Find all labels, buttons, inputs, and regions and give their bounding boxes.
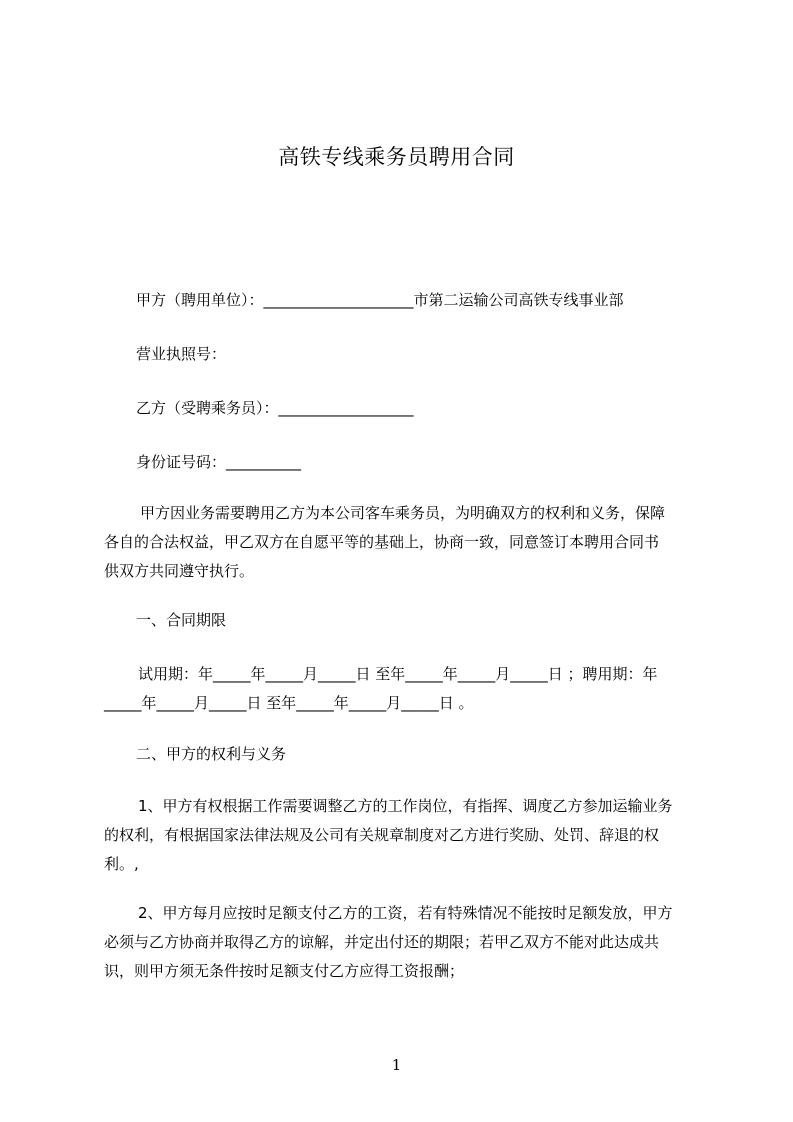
party-a-line: 甲方（聘用单位）：____________________市第二运输公司高铁专线事业部 <box>136 291 624 309</box>
id-number-line: 身份证号码：__________ <box>136 453 302 471</box>
clause-line: 1、甲方有权根据工作需要调整乙方的工作岗位，有指挥、调度乙方参加运输业务 <box>138 797 673 815</box>
preamble-line: 各自的合法权益，甲乙双方在自愿平等的基础上，协商一致，同意签订本聘用合同书 <box>104 533 660 551</box>
section1-heading: 一、合同期限 <box>136 611 227 629</box>
section2-heading: 二、甲方的权利与义务 <box>136 745 287 763</box>
clause-line: 利。, <box>104 855 139 873</box>
term-line: _____年_____月_____日 至年_____年_____月_____日 。 <box>104 694 474 712</box>
preamble-line: 供双方共同遵守执行。 <box>104 562 255 580</box>
clause1-paragraph <box>104 792 704 879</box>
party-b-line: 乙方（受聘乘务员）：__________________ <box>136 399 414 417</box>
document-title: 高铁专线乘务员聘用合同 <box>278 145 515 169</box>
business-license-line: 营业执照号： <box>136 345 227 363</box>
page-number: 1 <box>391 1056 402 1074</box>
term-line: 试用期：年_____年_____月_____日 至年_____年_____月_____日 ；聘用期：年 <box>138 665 658 683</box>
clause-line: 2、甲方每月应按时足额支付乙方的工资，若有特殊情况不能按时足额发放，甲方 <box>138 904 673 922</box>
preamble-line: 甲方因业务需要聘用乙方为本公司客车乘务员，为明确双方的权利和义务，保障 <box>140 504 666 522</box>
section1-paragraph <box>104 660 704 718</box>
clause-line: 必须与乙方协商并取得乙方的谅解，并定出付还的期限；若甲乙双方不能对此达成共 <box>104 933 660 951</box>
preamble-paragraph <box>104 499 704 586</box>
clause-line: 的权利，有根据国家法律法规及公司有关规章制度对乙方进行奖励、处罚、辞退的权 <box>104 826 660 844</box>
clause-line: 识，则甲方须无条件按时足额支付乙方应得工资报酬； <box>104 962 465 980</box>
clause2-paragraph <box>104 899 704 986</box>
